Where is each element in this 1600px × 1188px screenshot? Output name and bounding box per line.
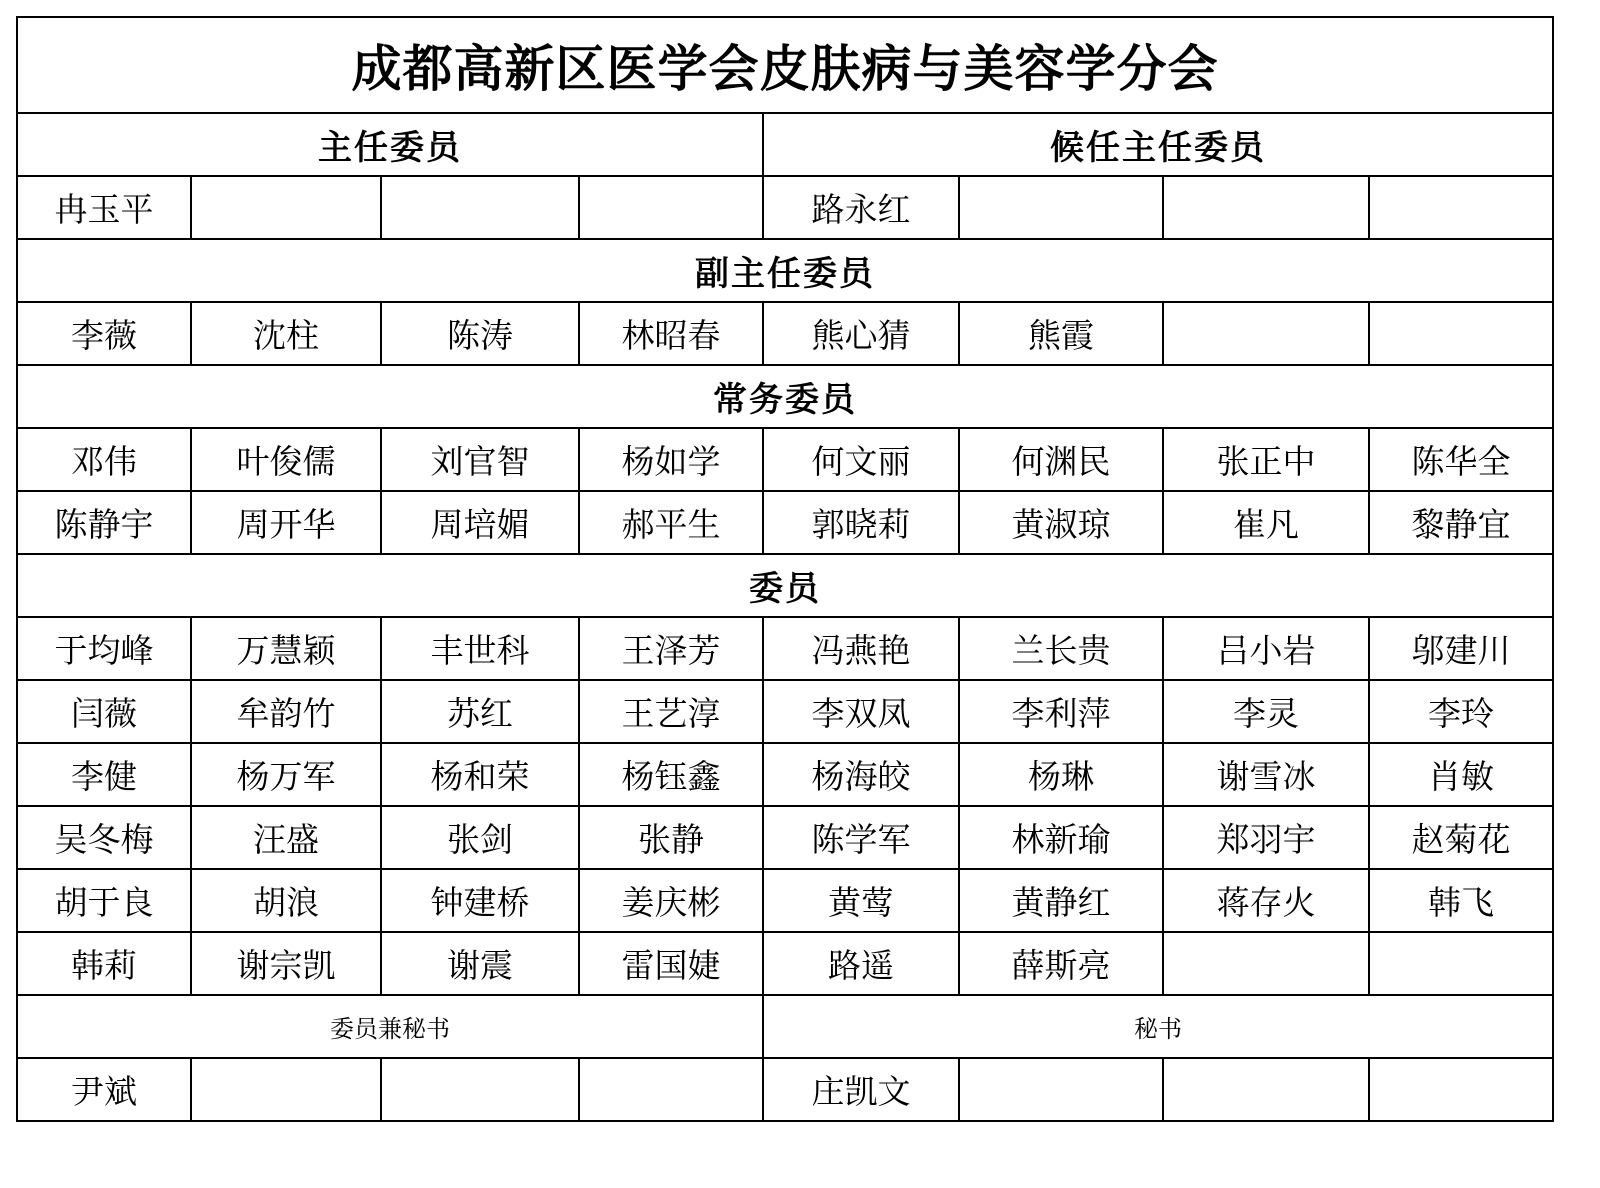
name-cell: 尹斌 xyxy=(17,1058,191,1121)
name-cell: 黄莺 xyxy=(763,869,959,932)
name-cell: 周开华 xyxy=(191,491,381,554)
name-cell: 张静 xyxy=(579,806,763,869)
name-row xyxy=(17,743,1553,806)
name-cell: 黄静红 xyxy=(959,869,1163,932)
chair-section-header: 主任委员 xyxy=(17,113,763,176)
chair-elect-section-header: 候任主任委员 xyxy=(763,113,1553,176)
name-cell: 邓伟 xyxy=(17,428,191,491)
name-cell: 钟建桥 xyxy=(381,869,579,932)
name-cell: 吴冬梅 xyxy=(17,806,191,869)
name-cell: 肖敏 xyxy=(1369,743,1553,806)
name-cell: 韩飞 xyxy=(1369,869,1553,932)
name-cell: 陈静宇 xyxy=(17,491,191,554)
standing-members-section-header: 常务委员 xyxy=(17,365,1553,428)
name-cell: 胡于良 xyxy=(17,869,191,932)
name-cell: 叶俊儒 xyxy=(191,428,381,491)
name-cell: 韩莉 xyxy=(17,932,191,995)
name-cell: 王艺淳 xyxy=(579,680,763,743)
name-cell: 赵菊花 xyxy=(1369,806,1553,869)
name-cell: 冯燕艳 xyxy=(763,617,959,680)
vice-chairs-section-header: 副主任委员 xyxy=(17,239,1553,302)
name-cell: 李健 xyxy=(17,743,191,806)
name-cell: 谢震 xyxy=(381,932,579,995)
empty-cell xyxy=(1163,176,1369,239)
empty-cell xyxy=(381,1058,579,1121)
empty-cell xyxy=(191,1058,381,1121)
name-cell: 郑羽宇 xyxy=(1163,806,1369,869)
name-cell: 汪盛 xyxy=(191,806,381,869)
name-cell: 黄淑琼 xyxy=(959,491,1163,554)
name-cell: 熊霞 xyxy=(959,302,1163,365)
name-cell: 冉玉平 xyxy=(17,176,191,239)
name-cell: 杨钰鑫 xyxy=(579,743,763,806)
empty-cell xyxy=(191,176,381,239)
empty-cell xyxy=(1163,302,1369,365)
name-row xyxy=(17,806,1553,869)
name-cell: 胡浪 xyxy=(191,869,381,932)
name-cell: 李灵 xyxy=(1163,680,1369,743)
name-cell: 何渊民 xyxy=(959,428,1163,491)
name-cell: 吕小岩 xyxy=(1163,617,1369,680)
name-cell: 路遥 xyxy=(763,932,959,995)
name-cell: 李利萍 xyxy=(959,680,1163,743)
secretary-section-header: 秘书 xyxy=(763,995,1553,1058)
name-cell: 熊心猜 xyxy=(763,302,959,365)
name-row xyxy=(17,428,1553,491)
name-cell: 林昭春 xyxy=(579,302,763,365)
empty-cell xyxy=(579,176,763,239)
name-row xyxy=(17,176,1553,239)
name-cell: 陈华全 xyxy=(1369,428,1553,491)
name-cell: 李薇 xyxy=(17,302,191,365)
name-cell: 林新瑜 xyxy=(959,806,1163,869)
section-header-row xyxy=(17,554,1553,617)
name-row xyxy=(17,491,1553,554)
name-row xyxy=(17,680,1553,743)
name-cell: 谢雪冰 xyxy=(1163,743,1369,806)
page-title: 成都高新区医学会皮肤病与美容学分会 xyxy=(17,17,1553,113)
empty-cell xyxy=(1163,1058,1369,1121)
section-header-row xyxy=(17,113,1553,176)
name-cell: 李玲 xyxy=(1369,680,1553,743)
name-cell: 杨和荣 xyxy=(381,743,579,806)
name-cell: 刘官智 xyxy=(381,428,579,491)
empty-cell xyxy=(959,1058,1163,1121)
empty-cell xyxy=(1163,932,1369,995)
name-cell: 杨万军 xyxy=(191,743,381,806)
title-row xyxy=(17,17,1553,113)
name-cell: 蒋存火 xyxy=(1163,869,1369,932)
name-cell: 沈柱 xyxy=(191,302,381,365)
members-section-header: 委员 xyxy=(17,554,1553,617)
name-cell: 于均峰 xyxy=(17,617,191,680)
name-cell: 周培媚 xyxy=(381,491,579,554)
name-cell: 谢宗凯 xyxy=(191,932,381,995)
name-cell: 路永红 xyxy=(763,176,959,239)
name-row xyxy=(17,302,1553,365)
empty-cell xyxy=(1369,302,1553,365)
empty-cell xyxy=(1369,932,1553,995)
name-cell: 李双凤 xyxy=(763,680,959,743)
name-cell: 庄凯文 xyxy=(763,1058,959,1121)
name-cell: 邬建川 xyxy=(1369,617,1553,680)
empty-cell xyxy=(959,176,1163,239)
empty-cell xyxy=(579,1058,763,1121)
name-cell: 崔凡 xyxy=(1163,491,1369,554)
name-cell: 郝平生 xyxy=(579,491,763,554)
name-row xyxy=(17,617,1553,680)
empty-cell xyxy=(1369,1058,1553,1121)
name-cell: 张剑 xyxy=(381,806,579,869)
empty-cell xyxy=(1369,176,1553,239)
name-cell: 雷国婕 xyxy=(579,932,763,995)
name-cell: 丰世科 xyxy=(381,617,579,680)
name-cell: 杨海皎 xyxy=(763,743,959,806)
name-cell: 牟韵竹 xyxy=(191,680,381,743)
name-cell: 杨如学 xyxy=(579,428,763,491)
section-header-row xyxy=(17,365,1553,428)
name-cell: 闫薇 xyxy=(17,680,191,743)
empty-cell xyxy=(381,176,579,239)
name-cell: 郭晓莉 xyxy=(763,491,959,554)
name-cell: 何文丽 xyxy=(763,428,959,491)
name-row xyxy=(17,932,1553,995)
committee-roster-table xyxy=(16,16,1554,1122)
name-cell: 姜庆彬 xyxy=(579,869,763,932)
section-header-row xyxy=(17,239,1553,302)
name-cell: 万慧颖 xyxy=(191,617,381,680)
name-row xyxy=(17,869,1553,932)
name-cell: 张正中 xyxy=(1163,428,1369,491)
name-cell: 杨琳 xyxy=(959,743,1163,806)
name-cell: 苏红 xyxy=(381,680,579,743)
name-cell: 薛斯亮 xyxy=(959,932,1163,995)
member-secretary-section-header: 委员兼秘书 xyxy=(17,995,763,1058)
section-header-row xyxy=(17,995,1553,1058)
name-cell: 黎静宜 xyxy=(1369,491,1553,554)
name-row xyxy=(17,1058,1553,1121)
name-cell: 陈涛 xyxy=(381,302,579,365)
name-cell: 王泽芳 xyxy=(579,617,763,680)
name-cell: 兰长贵 xyxy=(959,617,1163,680)
name-cell: 陈学军 xyxy=(763,806,959,869)
